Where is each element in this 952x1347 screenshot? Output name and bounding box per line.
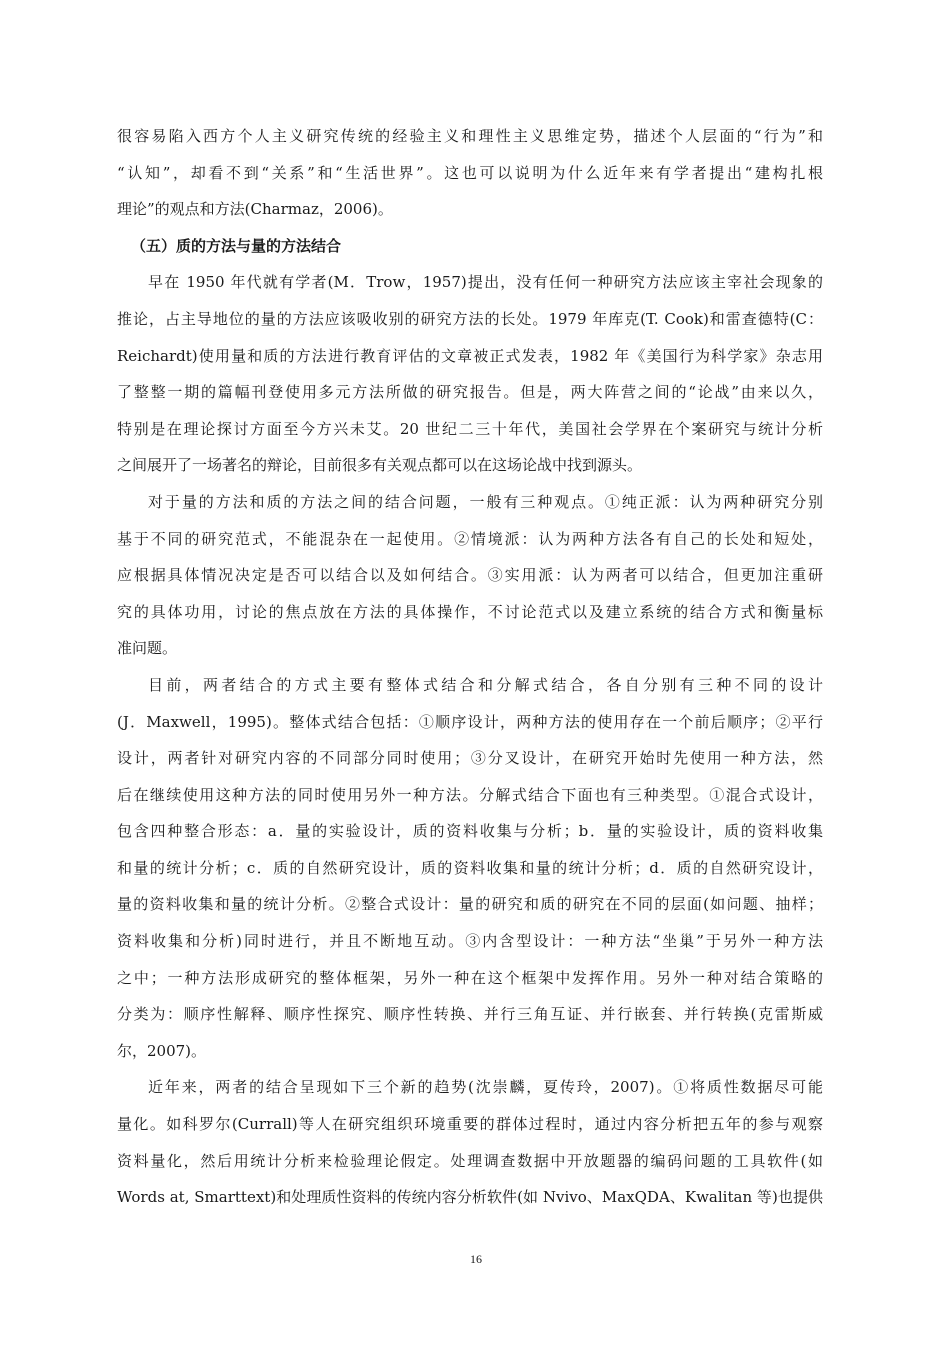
text-line: 了整整一期的篇幅刊登使用多元方法所做的研究报告。但是，两大阵营之间的“论战”由来以久， xyxy=(117,383,823,402)
text-line: 早在 1950 年代就有学者(M．Trow，1957)提出，没有任何一种研究方法应该主宰社会现象的 xyxy=(148,273,823,292)
paragraph-2 xyxy=(117,484,823,667)
section-heading: （五）质的方法与量的方法结合 xyxy=(131,236,342,255)
text-line: Reichardt)使用量和质的方法进行教育评估的文章被正式发表，1982 年《美国行为科学家》杂志用 xyxy=(117,346,823,365)
text-line: 近年来，两者的结合呈现如下三个新的趋势(沈崇麟，夏传玲，2007)。①将质性数据尽可能 xyxy=(148,1078,823,1097)
text-line: Words at, Smarttext)和处理质性资料的传统内容分析软件(如 Nvivo、MaxQDA、Kwalitan 等)也提供 xyxy=(117,1188,823,1207)
text-line: 和量的统计分析；c．质的自然研究设计，质的资料收集和量的统计分析；d．质的自然研究设计， xyxy=(117,858,823,877)
text-line: 理论”的观点和方法(Charmaz，2006)。 xyxy=(117,200,393,219)
text-line: 量的资料收集和量的统计分析。②整合式设计：量的研究和质的研究在不同的层面(如问题、抽样； xyxy=(117,895,823,914)
page-number: 16 xyxy=(470,1252,482,1266)
document-page xyxy=(117,118,823,1216)
text-line: 尔，2007)。 xyxy=(117,1041,207,1060)
text-line: 资料收集和分析)同时进行，并且不断地互动。③内含型设计：一种方法“坐巢”于另外一种方法 xyxy=(117,932,823,951)
text-line: 究的具体功用，讨论的焦点放在方法的具体操作，不讨论范式以及建立系统的结合方式和衡量标 xyxy=(117,602,823,621)
text-line: 推论，占主导地位的量的方法应该吸收别的研究方法的长处。1979 年库克(T. Cook)和雷查德特(C： xyxy=(117,309,823,328)
text-line: 之中；一种方法形成研究的整体框架，另外一种在这个框架中发挥作用。另外一种对结合策略的 xyxy=(117,968,823,987)
text-line: 设计，两者针对研究内容的不同部分同时使用；③分叉设计，在研究开始时先使用一种方法，然 xyxy=(117,749,823,768)
text-line: 对于量的方法和质的方法之间的结合问题，一般有三种观点。①纯正派：认为两种研究分别 xyxy=(148,492,823,511)
text-line: 分类为：顺序性解释、顺序性探究、顺序性转换、并行三角互证、并行嵌套、并行转换(克雷斯威 xyxy=(117,1005,823,1024)
text-line: 后在继续使用这种方法的同时使用另外一种方法。分解式结合下面也有三种类型。①混合式设计， xyxy=(117,785,823,804)
paragraph-1 xyxy=(117,264,823,484)
text-line: 包含四种整合形态：a．量的实验设计，质的资料收集与分析；b．量的实验设计，质的资料收集 xyxy=(117,822,823,841)
text-line: (J．Maxwell，1995)。整体式结合包括：①顺序设计，两种方法的使用存在一个前后顺序；②平行 xyxy=(117,712,823,731)
text-line: 目前，两者结合的方式主要有整体式结合和分解式结合，各自分别有三种不同的设计 xyxy=(148,675,823,694)
paragraph-continued xyxy=(117,118,823,228)
text-line: 很容易陷入西方个人主义研究传统的经验主义和理性主义思维定势，描述个人层面的“行为”和 xyxy=(117,127,823,145)
text-line: 之间展开了一场著名的辩论，目前很多有关观点都可以在这场论战中找到源头。 xyxy=(117,456,643,475)
paragraph-3 xyxy=(117,667,823,1070)
text-line: 特别是在理论探讨方面至今方兴未艾。20 世纪二三十年代，美国社会学界在个案研究与统计分析 xyxy=(117,419,823,438)
text-line: “认知”，却看不到“关系”和“生活世界”。这也可以说明为什么近年来有学者提出“建构扎根 xyxy=(117,163,823,182)
text-line: 资料量化，然后用统计分析来检验理论假定。处理调查数据中开放题器的编码问题的工具软件(如 xyxy=(117,1151,823,1170)
text-line: 量化。如科罗尔(Currall)等人在研究组织环境重要的群体过程时，通过内容分析把五年的参与观察 xyxy=(117,1115,823,1134)
text-line: 准问题。 xyxy=(117,639,178,658)
text-line: 基于不同的研究范式，不能混杂在一起使用。②情境派：认为两种方法各有自己的长处和短处， xyxy=(117,529,823,548)
text-line: 应根据具体情况决定是否可以结合以及如何结合。③实用派：认为两者可以结合，但更加注重研 xyxy=(117,566,823,585)
paragraph-4 xyxy=(117,1069,823,1215)
